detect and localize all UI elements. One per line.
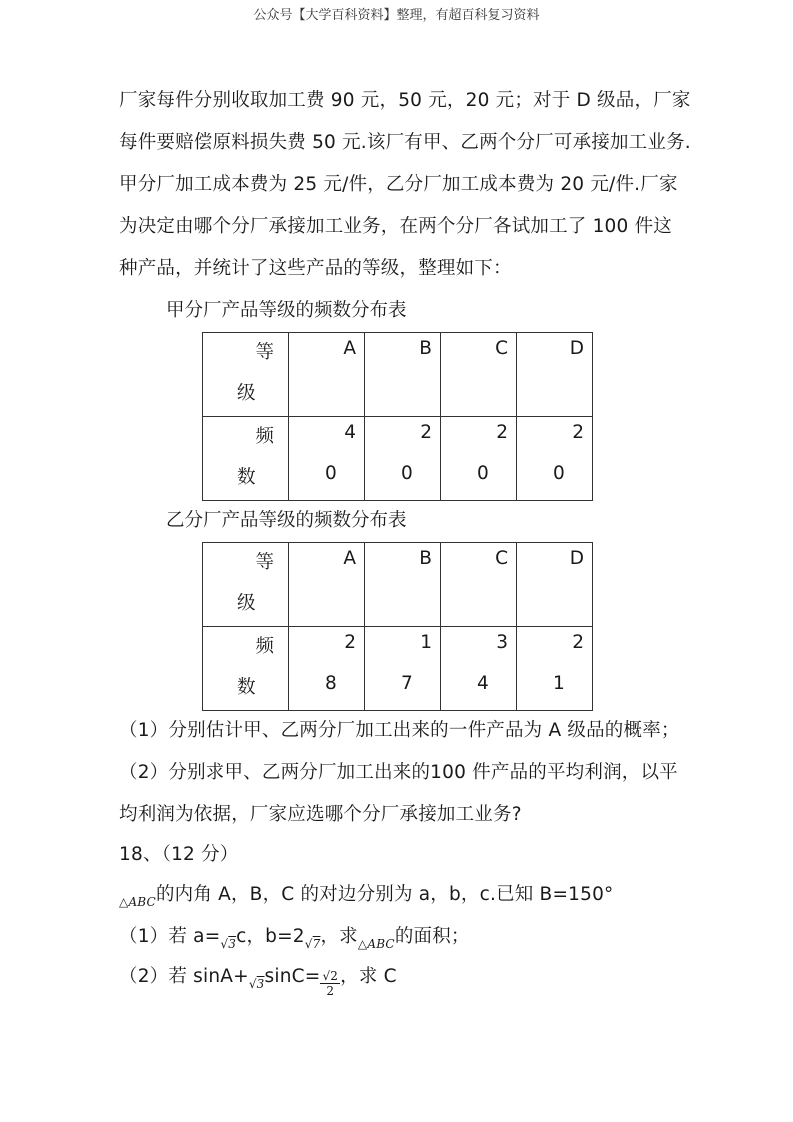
q2-mid: sinC= <box>264 966 321 987</box>
grade-label: D <box>569 548 584 569</box>
grade-cell <box>517 333 593 417</box>
frequency-digit: 4 <box>477 673 489 694</box>
frequency-digit: 1 <box>420 632 432 653</box>
header-char: 等 <box>255 552 274 573</box>
grade-cell <box>517 543 593 627</box>
grade-label: B <box>419 338 432 359</box>
radicand: 7 <box>312 937 321 951</box>
question-17-2: （2）分别求甲、乙两分厂加工出来的100 件产品的平均利润，以平 <box>119 762 678 783</box>
frequency-digit: 2 <box>572 422 584 443</box>
question-17-2-cont: 均利润为依据，厂家应选哪个分厂承接加工业务? <box>119 804 522 825</box>
header-char: 数 <box>237 467 256 488</box>
radicand: 2 <box>330 968 339 983</box>
frequency-cell <box>517 627 593 711</box>
table-yi-caption: 乙分厂产品等级的频数分布表 <box>166 510 407 531</box>
header-char: 频 <box>255 636 274 657</box>
frequency-cell <box>365 627 441 711</box>
header-char: 数 <box>237 677 256 698</box>
intro-line: 种产品，并统计了这些产品的等级，整理如下： <box>119 258 512 279</box>
q1-prefix: （1）若 a= <box>119 926 221 947</box>
frequency-digit: 2 <box>572 632 584 653</box>
grade-cell <box>441 333 517 417</box>
grade-label: A <box>343 338 356 359</box>
frequency-digit: 8 <box>325 673 337 694</box>
frequency-cell <box>289 417 365 501</box>
row-header-grade <box>203 543 289 627</box>
q2-prefix: （2）若 sinA+ <box>119 966 249 987</box>
problem-18-heading: 18、（12 分） <box>119 844 239 865</box>
frequency-digit: 1 <box>553 673 565 694</box>
q2-suffix: ，求 C <box>340 966 397 987</box>
frequency-digit: 2 <box>344 632 356 653</box>
triangle-icon: △ <box>119 895 129 909</box>
triangle-icon: △ <box>357 937 368 951</box>
frequency-digit: 0 <box>401 463 413 484</box>
triangle-abc <box>358 932 395 953</box>
table-jia <box>202 332 593 501</box>
table-row-frequency <box>203 627 593 711</box>
radicand: 3 <box>256 977 265 991</box>
frequency-digit: 7 <box>401 673 413 694</box>
problem-18-stem <box>119 880 614 909</box>
table-yi <box>202 542 593 711</box>
grade-label: A <box>343 548 356 569</box>
q1-suffix: 的面积； <box>394 926 470 947</box>
grade-label: D <box>569 338 584 359</box>
grade-cell <box>289 333 365 417</box>
grade-cell <box>365 543 441 627</box>
intro-line: 甲分厂加工成本费为 25 元/件，乙分厂加工成本费为 20 元/件.厂家 <box>119 174 678 195</box>
frequency-digit: 3 <box>496 632 508 653</box>
intro-line: 每件要赔偿原料损失费 50 元.该厂有甲、乙两个分厂可承接加工业务. <box>119 132 691 153</box>
row-header-frequency <box>203 417 289 501</box>
question-17-1: （1）分别估计甲、乙两分厂加工出来的一件产品为 A 级品的概率； <box>119 720 680 741</box>
fraction-sqrt2-over-2 <box>320 969 340 998</box>
triangle-name: ABC <box>128 895 156 909</box>
frequency-cell <box>441 627 517 711</box>
grade-cell <box>365 333 441 417</box>
row-header-grade <box>203 333 289 417</box>
sqrt-b: √7 <box>304 937 321 951</box>
grade-label: C <box>495 548 508 569</box>
table-row-grade <box>203 543 593 627</box>
table-jia-caption: 甲分厂产品等级的频数分布表 <box>166 300 407 321</box>
grade-cell <box>289 543 365 627</box>
grade-label: C <box>495 338 508 359</box>
table-row-grade <box>203 333 593 417</box>
frequency-cell <box>365 417 441 501</box>
sqrt-3: √3 <box>248 977 265 991</box>
frequency-cell <box>289 627 365 711</box>
q1-mid: c，b=2 <box>236 926 305 947</box>
intro-line: 厂家每件分别收取加工费 90 元，50 元，20 元；对于 D 级品，厂家 <box>119 90 691 111</box>
table-row-frequency <box>203 417 593 501</box>
header-char: 频 <box>255 426 274 447</box>
header-char: 级 <box>237 383 256 404</box>
triangle-name: ABC <box>367 937 395 951</box>
row-header-frequency <box>203 627 289 711</box>
grade-cell <box>441 543 517 627</box>
fraction-denominator: 2 <box>326 983 335 998</box>
fraction-numerator: √2 <box>322 968 339 983</box>
frequency-digit: 0 <box>553 463 565 484</box>
sqrt-a: √3 <box>220 937 237 951</box>
page-header: 公众号【大学百科资料】整理，有超百科复习资料 <box>253 8 540 23</box>
intro-line: 为决定由哪个分厂承接加工业务，在两个分厂各试加工了 100 件这 <box>119 216 672 237</box>
header-char: 等 <box>255 342 274 363</box>
frequency-cell <box>517 417 593 501</box>
q1-ask: ，求 <box>320 926 358 947</box>
stem-text: 的内角 A，B，C 的对边分别为 a，b，c.已知 B=150° <box>155 884 614 905</box>
frequency-cell <box>441 417 517 501</box>
frequency-digit: 2 <box>496 422 508 443</box>
problem-18-q2 <box>119 962 397 998</box>
radicand: 3 <box>228 937 237 951</box>
frequency-digit: 4 <box>344 422 356 443</box>
triangle-abc <box>119 890 156 911</box>
problem-18-q1 <box>119 922 470 951</box>
grade-label: B <box>419 548 432 569</box>
frequency-digit: 0 <box>325 463 337 484</box>
header-char: 级 <box>237 593 256 614</box>
frequency-digit: 0 <box>477 463 489 484</box>
frequency-digit: 2 <box>420 422 432 443</box>
